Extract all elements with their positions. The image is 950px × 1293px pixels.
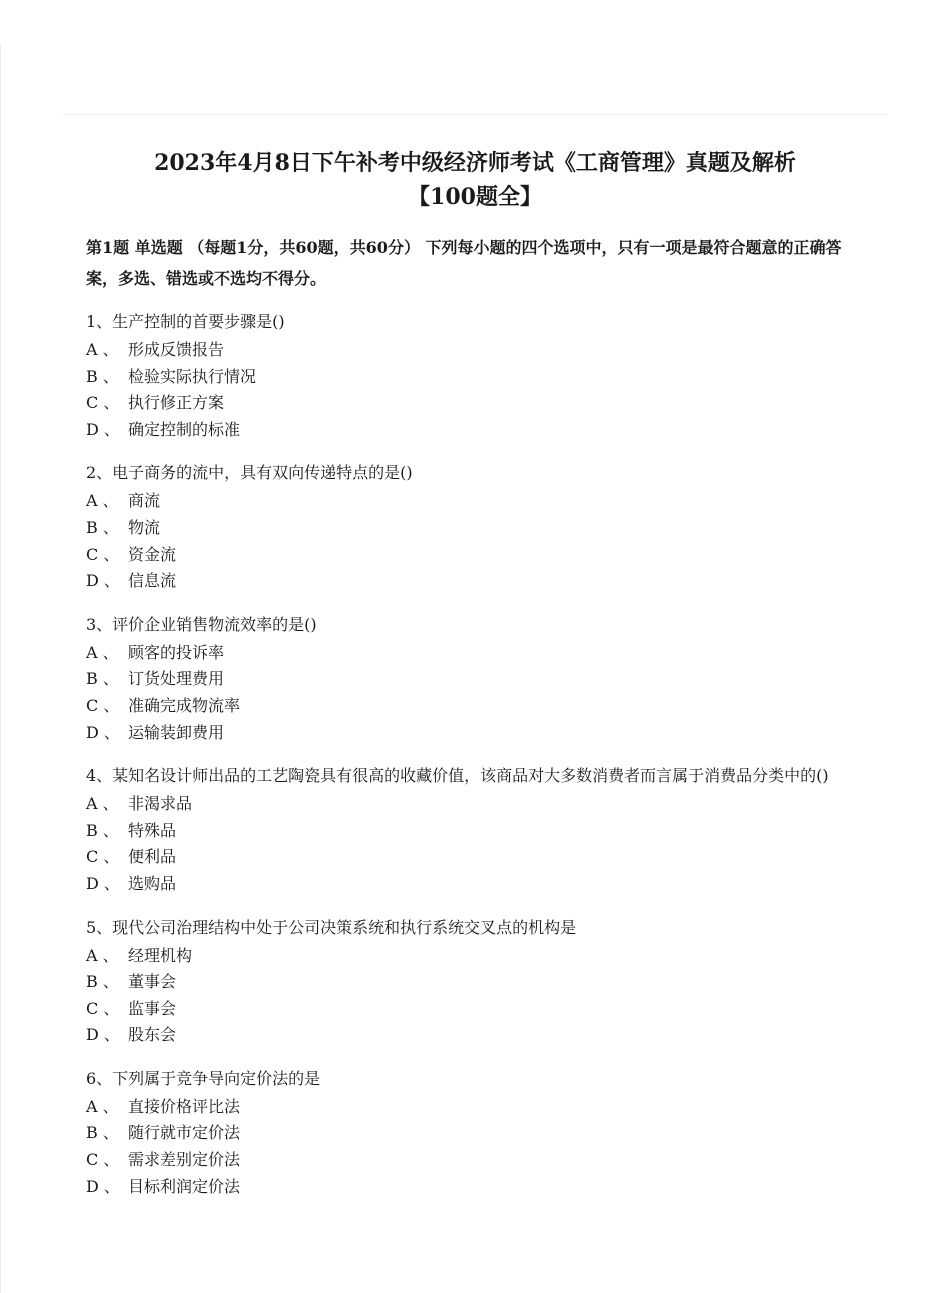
option-a [86,488,864,515]
option-b [86,515,864,542]
option-text: 信息流 [128,571,177,591]
option-letter: A 、 [86,1096,119,1116]
option-d [86,417,864,444]
question-stem: 1、生产控制的首要步骤是() [86,312,285,331]
option-letter: D 、 [86,1025,120,1045]
question-stem: 6、下列属于竞争导向定价法的是 [86,1068,321,1088]
option-c [86,390,864,417]
option-letter: B 、 [86,669,119,689]
option-letter: B 、 [86,517,119,537]
option-text: 物流 [128,517,161,537]
option-letter: B 、 [86,820,119,840]
option-text: 顾客的投诉率 [128,642,225,662]
option-d [86,568,864,595]
question-5 [86,914,864,1049]
option-letter: D 、 [86,571,120,591]
header-divider [62,114,888,115]
option-d [86,871,864,898]
option-list [86,337,864,443]
option-text: 运输装卸费用 [128,722,225,742]
option-a [86,337,864,364]
option-b [86,969,864,996]
option-text: 形成反馈报告 [128,340,225,359]
option-d [86,1174,864,1201]
option-letter: A 、 [86,794,119,814]
option-letter: D 、 [86,419,120,439]
title-line-1: 2023年4月8日下午补考中级经济师考试《工商管理》真题及解析 [154,150,796,176]
option-c [86,844,864,871]
option-text: 股东会 [128,1025,177,1045]
option-text: 特殊品 [128,820,177,840]
option-list [86,488,864,594]
option-list [86,1094,864,1200]
option-b [86,1120,864,1147]
option-letter: C 、 [86,847,120,867]
question-stem: 3、评价企业销售物流效率的是() [86,614,317,634]
option-text: 董事会 [128,972,177,992]
option-d [86,720,864,747]
option-letter: C 、 [86,544,120,564]
option-letter: C 、 [86,695,120,715]
option-c [86,693,864,720]
section-intro: 第1题 单选题 （每题1分，共60题，共60分） 下列每小题的四个选项中，只有一项是最符合题意的正确答案，多选、错选或不选均不得分。 [86,238,842,288]
option-letter: B 、 [86,366,119,386]
option-text: 非渴求品 [128,794,193,814]
option-a [86,943,864,970]
option-letter: C 、 [86,1150,120,1170]
option-list [86,640,864,746]
option-letter: D 、 [86,722,120,742]
option-a [86,791,864,818]
question-1 [86,308,864,443]
option-list [86,943,864,1049]
option-text: 选购品 [128,873,177,893]
option-letter: A 、 [86,642,119,662]
option-letter: D 、 [86,873,120,893]
option-text: 需求差别定价法 [128,1150,241,1170]
question-2 [86,459,864,594]
option-text: 商流 [128,491,161,511]
option-text: 便利品 [128,847,177,867]
option-text: 资金流 [128,544,177,564]
page-left-edge [0,44,1,1293]
option-text: 直接价格评比法 [128,1096,241,1116]
question-stem: 2、电子商务的流中，具有双向传递特点的是() [86,463,413,483]
option-letter: D 、 [86,1176,120,1196]
option-d [86,1022,864,1049]
option-text: 准确完成物流率 [128,695,241,715]
document-page [86,146,864,1200]
option-letter: C 、 [86,393,120,413]
question-list [86,308,864,1200]
option-letter: A 、 [86,945,119,965]
option-c [86,1147,864,1174]
option-text: 目标利润定价法 [128,1176,241,1196]
option-b [86,818,864,845]
option-a [86,640,864,667]
question-stem: 5、现代公司治理结构中处于公司决策系统和执行系统交叉点的机构是 [86,917,577,937]
option-letter: A 、 [86,491,119,511]
question-4 [86,762,864,897]
option-letter: A 、 [86,340,119,359]
option-b [86,364,864,391]
question-3 [86,611,864,746]
option-list [86,791,864,897]
option-text: 订货处理费用 [128,669,225,689]
option-text: 随行就市定价法 [128,1123,241,1143]
option-letter: B 、 [86,972,119,992]
option-text: 执行修正方案 [128,393,225,413]
option-b [86,666,864,693]
document-title [86,146,864,214]
title-line-2: 【100题全】 [408,184,542,210]
option-text: 经理机构 [128,945,193,965]
option-letter: C 、 [86,998,120,1018]
option-text: 检验实际执行情况 [128,366,257,386]
option-a [86,1094,864,1121]
option-text: 监事会 [128,998,177,1018]
option-c [86,542,864,569]
question-stem: 4、某知名设计师出品的工艺陶瓷具有很高的收藏价值，该商品对大多数消费者而言属于消费品分类中的() [86,766,829,786]
option-c [86,996,864,1023]
question-6 [86,1065,864,1200]
option-letter: B 、 [86,1123,119,1143]
option-text: 确定控制的标准 [128,419,241,439]
